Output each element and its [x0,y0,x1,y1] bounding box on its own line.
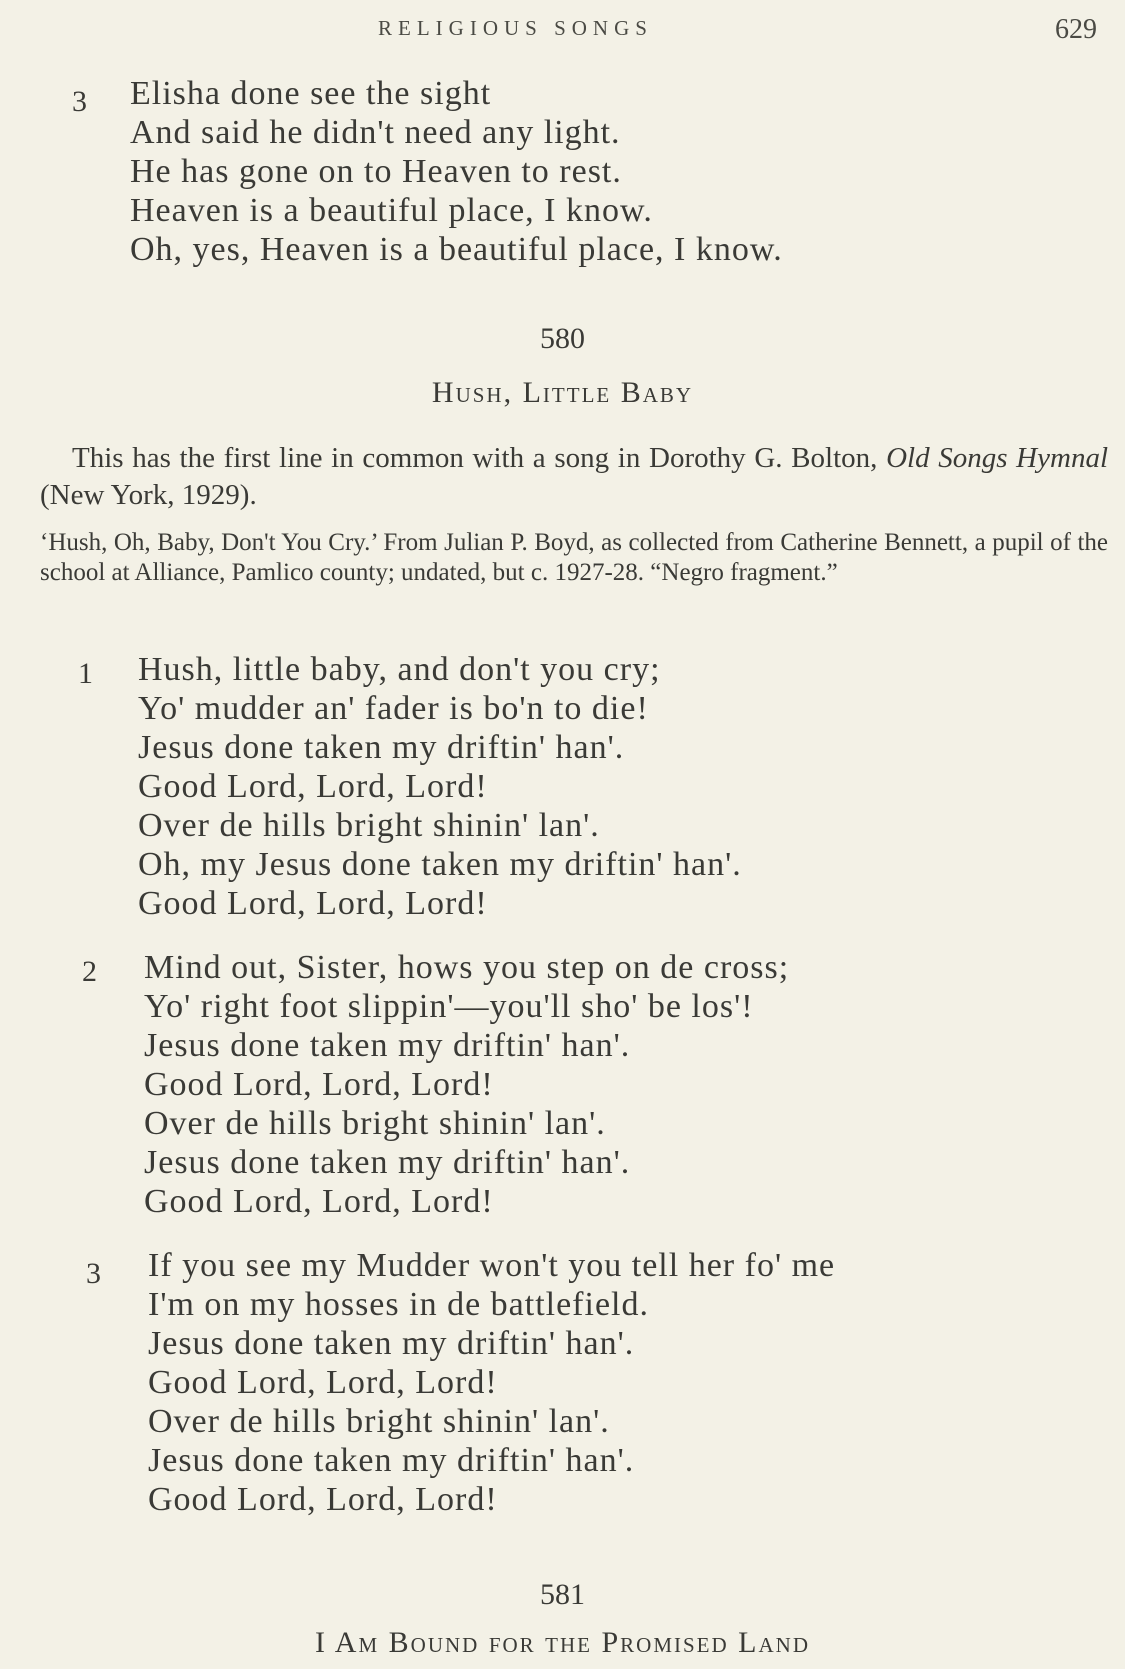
stanza-line: Oh, yes, Heaven is a beautiful place, I know. [130,231,783,268]
stanza-line: He has gone on to Heaven to rest. [130,153,622,190]
page-number: 629 [1055,14,1097,45]
stanza-line: Good Lord, Lord, Lord! [138,885,488,922]
stanza-line: Jesus done taken my driftin' han'. [144,1027,631,1064]
stanza-line: Heaven is a beautiful place, I know. [130,192,653,229]
stanza-line: Hush, little baby, and don't you cry; [138,651,661,688]
stanza-line: I'm on my hosses in de battlefield. [148,1286,649,1323]
song-number-581: 581 [540,1578,585,1611]
stanza-number: 3 [86,1257,102,1290]
stanza-line: Good Lord, Lord, Lord! [138,768,488,805]
stanza-line: Good Lord, Lord, Lord! [148,1364,498,1401]
song-title-581: I Am Bound for the Promised Land [314,1626,811,1659]
stanza-line: Good Lord, Lord, Lord! [144,1066,494,1103]
stanza-lines [130,74,783,269]
song-title-580: Hush, Little Baby [431,376,694,409]
stanza-1 [78,650,742,923]
stanza-line: Good Lord, Lord, Lord! [144,1183,494,1220]
stanza-line: Over de hills bright shinin' lan'. [138,807,600,844]
stanza-line: Good Lord, Lord, Lord! [148,1481,498,1518]
stanza-line: Jesus done taken my driftin' han'. [148,1442,635,1479]
stanza-line: Yo' right foot slippin'—you'll sho' be los'! [144,988,754,1025]
stanza-line: Jesus done taken my driftin' han'. [144,1144,631,1181]
stanza-line: Mind out, Sister, hows you step on de cross; [144,949,790,986]
prev-song-stanza-3 [72,74,783,269]
running-title: RELIGIOUS SONGS [378,16,653,40]
stanza-number: 2 [82,955,98,988]
stanza-line: Oh, my Jesus done taken my driftin' han'. [138,846,742,883]
stanza-number: 3 [72,85,88,118]
stanza-number: 1 [78,657,94,690]
stanza-line: Over de hills bright shinin' lan'. [148,1403,610,1440]
stanza-lines [144,948,789,1221]
headnote-text: This has the first line in common with a song in Dorothy G. Bolton, [72,442,887,474]
source-note: ‘Hush, Oh, Baby, Don't You Cry.’ From Julian P. Boyd, as collected from Catherine Bennett, a pupil of the school at Alliance, Pamlico county; undated, but c. 1927-28. “Negro fragment.” [40,529,1108,586]
stanza-line: Elisha done see the sight [130,75,492,112]
stanza-line: If you see my Mudder won't you tell her fo' me [148,1247,836,1284]
stanza-3 [86,1246,835,1519]
headnote [40,440,1108,514]
stanza-line: Jesus done taken my driftin' han'. [148,1325,635,1362]
running-header [0,16,1125,56]
stanza-line: Jesus done taken my driftin' han'. [138,729,625,766]
headnote-book-title: Old Songs Hymnal [886,442,1108,474]
stanza-line: Over de hills bright shinin' lan'. [144,1105,606,1142]
headnote-text-end: (New York, 1929). [40,479,257,511]
stanza-lines [138,650,742,923]
stanza-lines [148,1246,835,1519]
stanza-line: And said he didn't need any light. [130,114,621,151]
song-number-580: 580 [540,322,585,355]
stanza-line: Yo' mudder an' fader is bo'n to die! [138,690,649,727]
stanza-2 [82,948,789,1221]
